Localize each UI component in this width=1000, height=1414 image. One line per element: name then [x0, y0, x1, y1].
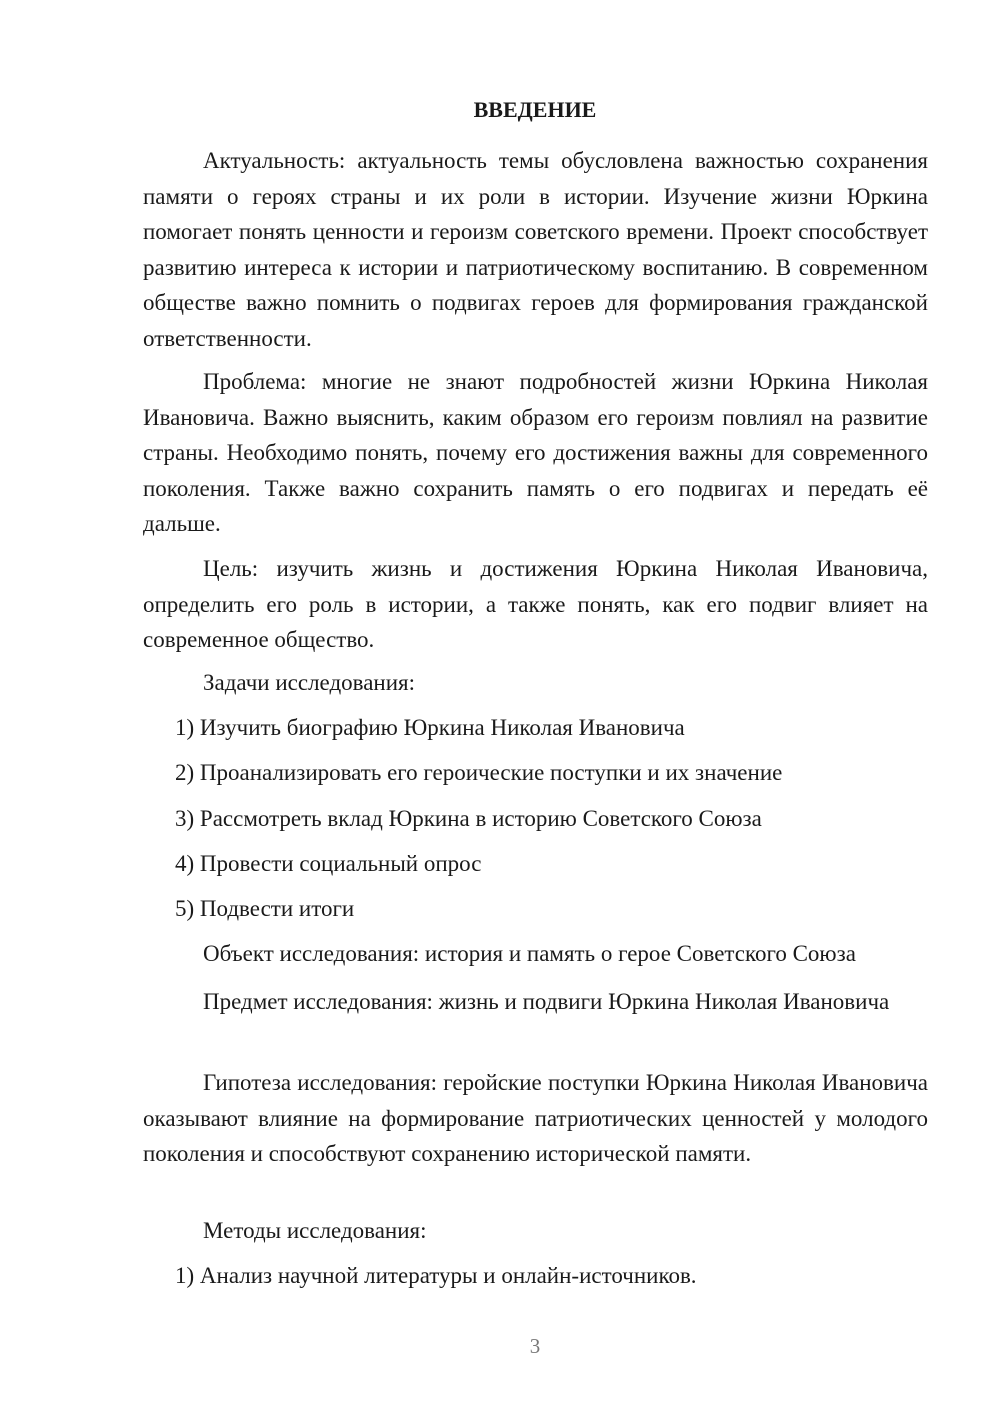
methods-heading: Методы исследования:: [203, 1218, 427, 1243]
task-item-2: 2) Проанализировать его героические поступки и их значение: [175, 760, 783, 785]
relevance-paragraph: Актуальность: актуальность темы обусловлена важностью сохранения памяти о героях страны и их роли в истории. Изучение жизни Юркина помогает понять ценности и героизм советского времени. Проект способствует развитию интереса к истории и патриотическому воспитанию. В современном обществе важно помнить о подвигах героев для формирования гражданской ответственности.: [143, 148, 928, 351]
task-item-4: 4) Провести социальный опрос: [175, 851, 482, 876]
task-item-1: 1) Изучить биографию Юркина Николая Ивановича: [175, 715, 685, 740]
page-number: 3: [529, 1334, 541, 1358]
object-line: Объект исследования: история и память о герое Советского Союза: [203, 941, 856, 966]
goal-paragraph: Цель: изучить жизнь и достижения Юркина Николая Ивановича, определить его роль в истории, а также понять, как его подвиг влияет на современное общество.: [143, 556, 928, 652]
hypothesis-paragraph: Гипотеза исследования: геройские поступки Юркина Николая Ивановича оказывают влияние на формирование патриотических ценностей у молодого поколения и способствуют сохранению исторической памяти.: [143, 1070, 928, 1166]
method-item-1: 1) Анализ научной литературы и онлайн-источников.: [175, 1263, 697, 1288]
section-title: ВВЕДЕНИЕ: [473, 97, 597, 122]
subject-paragraph: Предмет исследования: жизнь и подвиги Юркина Николая Ивановича: [203, 989, 890, 1014]
task-item-5: 5) Подвести итоги: [175, 896, 355, 921]
tasks-heading: Задачи исследования:: [203, 670, 416, 695]
task-item-3: 3) Рассмотреть вклад Юркина в историю Советского Союза: [175, 806, 762, 831]
problem-paragraph: Проблема: многие не знают подробностей жизни Юркина Николая Ивановича. Важно выяснить, каким образом его героизм повлиял на развитие страны. Необходимо понять, почему его достижения важны для современного поколения. Также важно сохранить память о его подвигах и передать её дальше.: [143, 369, 928, 536]
